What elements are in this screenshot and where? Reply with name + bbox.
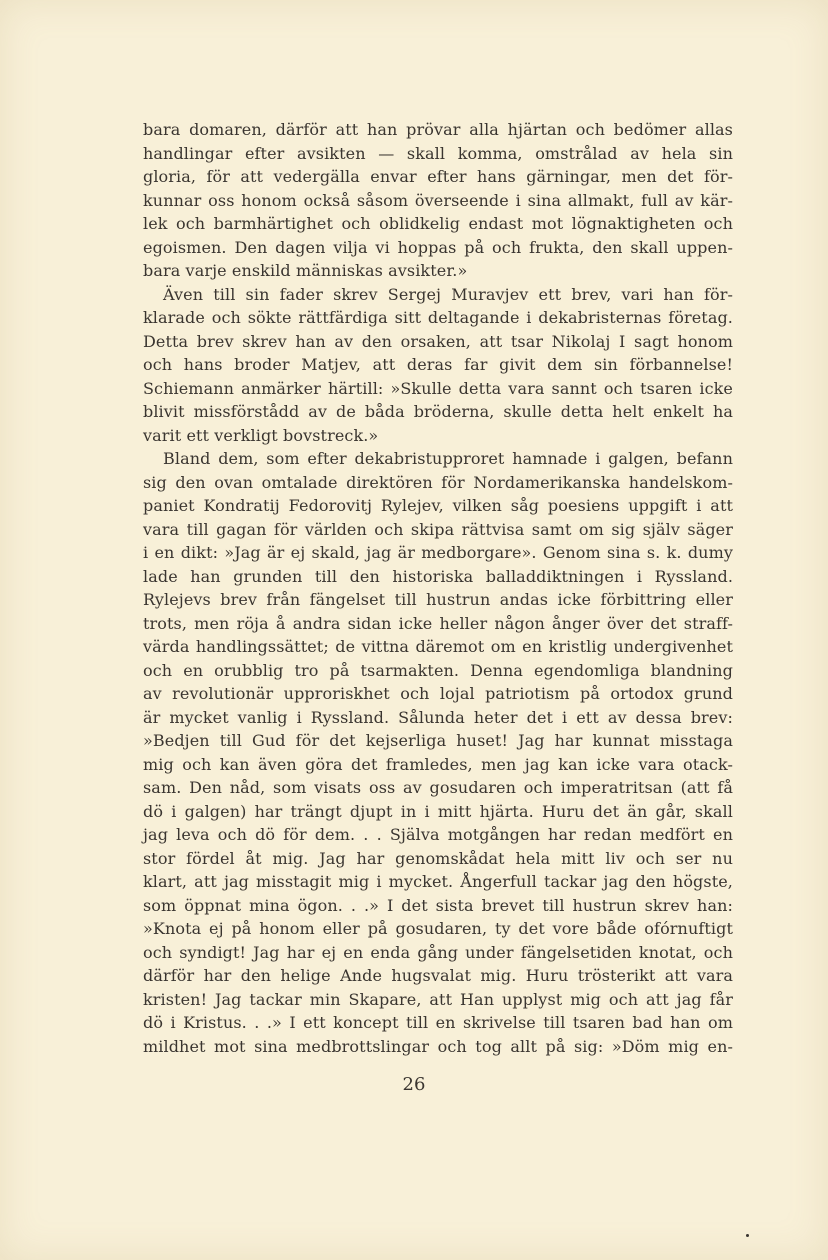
text-line: blivit missförstådd av de båda bröderna, skulle detta helt enkelt ha — [143, 402, 733, 421]
text-line: klart, att jag misstagit mig i mycket. Ångerfull tackar jag den högste, — [143, 872, 733, 891]
text-line: klarade och sökte rättfärdiga sitt deltagande i dekabristernas företag. — [143, 308, 733, 327]
text-line: trots, men röja å andra sidan icke heller någon ånger över det straff- — [143, 613, 733, 633]
text-line: Detta brev skrev han av den orsaken, att tsar Nikolaj I sagt honom — [143, 331, 733, 351]
text-line: varit ett verkligt bovstreck.» — [143, 425, 379, 445]
text-line: sam. Den nåd, som visats oss av gosudaren och imperatritsan (att få — [143, 778, 733, 797]
text-line: lade han grunden till den historiska balladdiktningen i Ryssland. — [143, 566, 733, 586]
text-line: jag leva och dö för dem. . . Själva motgången har redan medfört en — [143, 825, 733, 844]
text-line: egoismen. Den dagen vilja vi hoppas på och frukta, den skall uppen- — [143, 237, 733, 257]
text-line: kunnar oss honom också såsom överseende i sina allmakt, full av kär- — [143, 190, 733, 210]
text-line: och en orubblig tro på tsarmakten. Denna egendomliga blandning — [143, 660, 733, 680]
text-line: dö i Kristus. . .» I ett koncept till en skrivelse till tsaren bad han om — [143, 1013, 733, 1032]
text-line: lek och barmhärtighet och oblidkelig endast mot lögnaktigheten och — [143, 214, 733, 233]
text-line: kristen! Jag tackar min Skapare, att Han upplyst mig och att jag får — [143, 989, 733, 1009]
ink-speck — [746, 1234, 749, 1237]
text-line: Även till sin fader skrev Sergej Muravjev ett brev, vari han för- — [163, 284, 733, 304]
text-line: av revolutionär upproriskhet och lojal patriotism på ortodox grund — [143, 684, 733, 703]
text-line: paniet Kondratij Fedorovitj Rylejev, vilken såg poesiens uppgift i att — [143, 496, 733, 515]
text-line: »Bedjen till Gud för det kejserliga huset! Jag har kunnat misstaga — [143, 731, 733, 750]
text-line: stor fördel åt mig. Jag har genomskådat hela mitt liv och ser nu — [143, 848, 733, 868]
text-line: bara domaren, därför att han prövar alla hjärtan och bedömer allas — [143, 120, 733, 139]
text-line: Rylejevs brev från fängelset till hustrun andas icke förbittring eller — [143, 590, 733, 609]
text-line: handlingar efter avsikten — skall komma, omstrålad av hela sin — [143, 143, 733, 163]
text-line: värda handlingssättet; de vittna däremot om en kristlig undergivenhet — [143, 637, 733, 656]
text-line: och hans broder Matjev, att deras far givit dem sin förbannelse! — [143, 355, 733, 374]
text-line: »Knota ej på honom eller på gosudaren, ty det vore både ofórnuftigt — [143, 919, 733, 938]
page-number: 26 — [402, 1074, 426, 1095]
text-line: Schiemann anmärker härtill: »Skulle detta vara sannt och tsaren icke — [143, 378, 733, 398]
text-line: därför har den helige Ande hugsvalat mig. Huru trösterikt att vara — [143, 966, 733, 985]
text-line: mildhet mot sina medbrottslingar och tog allt på sig: »Döm mig en- — [143, 1036, 733, 1056]
text-line: Bland dem, som efter dekabristupproret hamnade i galgen, befann — [163, 449, 733, 468]
text-line: i en dikt: »Jag är ej skald, jag är medborgare». Genom sina s. k. dumy — [143, 543, 733, 562]
text-line: vara till gagan för världen och skipa rättvisa samt om sig själv säger — [143, 519, 733, 539]
text-line: sig den ovan omtalade direktören för Nordamerikanska handelskom- — [143, 472, 733, 492]
text-line: bara varje enskild människas avsikter.» — [143, 261, 468, 280]
text-line: gloria, för att vedergälla envar efter hans gärningar, men det för- — [143, 167, 733, 186]
text-line: och syndigt! Jag har ej en enda gång under fängelsetiden knotat, och — [143, 942, 733, 962]
text-line: dö i galgen) har trängt djupt in i mitt hjärta. Huru det än går, skall — [143, 801, 733, 821]
text-line: är mycket vanlig i Ryssland. Sålunda heter det i ett av dessa brev: — [143, 707, 733, 727]
body-text — [143, 118, 733, 1058]
text-line: mig och kan även göra det framledes, men jag kan icke vara otack- — [143, 754, 733, 774]
text-line: som öppnat mina ögon. . .» I det sista brevet till hustrun skrev han: — [143, 895, 733, 915]
